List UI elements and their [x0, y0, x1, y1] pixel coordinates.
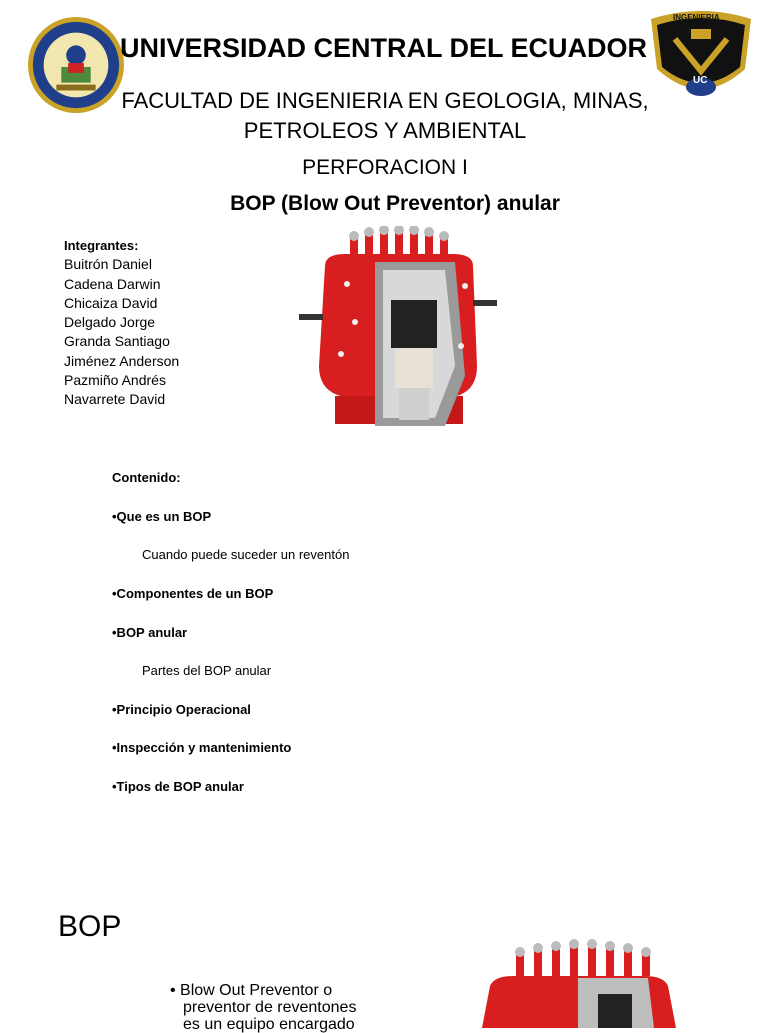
faculty-name	[110, 86, 660, 146]
member-name: Granda Santiago	[64, 333, 170, 350]
faculty-line-1: FACULTAD DE INGENIERIA EN GEOLOGIA, MINAS,	[121, 88, 649, 113]
section-title: BOP	[58, 910, 122, 943]
document-title: BOP (Blow Out Preventor) anular	[230, 192, 560, 215]
contents-heading: Contenido:	[112, 470, 181, 485]
engineering-badge-icon	[645, 9, 757, 105]
engineering-badge-top-text: INGENIERIA	[673, 13, 720, 22]
contents-item: •Que es un BOP	[112, 509, 212, 524]
member-name: Pazmiño Andrés	[64, 372, 166, 389]
university-name: UNIVERSIDAD CENTRAL DEL ECUADOR	[120, 33, 648, 63]
member-name: Cadena Darwin	[64, 275, 161, 292]
annular-bop-illustration-partial	[468, 938, 688, 1028]
engineering-badge-label: UC	[693, 75, 708, 86]
faculty-line-2: PETROLEOS Y AMBIENTAL	[243, 118, 527, 143]
contents-item: •Principio Operacional	[112, 702, 251, 717]
contents-item: •Componentes de un BOP	[112, 586, 274, 601]
member-name: Delgado Jorge	[64, 314, 156, 331]
contents-item: •Inspección y mantenimiento	[112, 740, 292, 755]
members-heading: Integrantes:	[64, 238, 139, 253]
contents-subitem: Partes del BOP anular	[142, 663, 272, 678]
contents-subitem: Cuando puede suceder un reventón	[142, 547, 350, 562]
annular-bop-illustration	[295, 226, 500, 434]
member-name: Jiménez Anderson	[64, 352, 180, 369]
contents-item: •Tipos de BOP anular	[112, 779, 244, 794]
bullet-line: preventor de reventones	[183, 999, 357, 1016]
contents-item: •BOP anular	[112, 625, 188, 640]
members-list	[64, 236, 179, 410]
bullet-line: • Blow Out Preventor o	[170, 982, 333, 999]
member-name: Navarrete David	[64, 391, 166, 408]
member-name: Chicaiza David	[64, 294, 158, 311]
bullet-paragraph	[170, 982, 410, 1033]
course-name: PERFORACION I	[302, 156, 468, 179]
member-name: Buitrón Daniel	[64, 256, 152, 273]
bullet-line: es un equipo encargado	[183, 1016, 355, 1033]
